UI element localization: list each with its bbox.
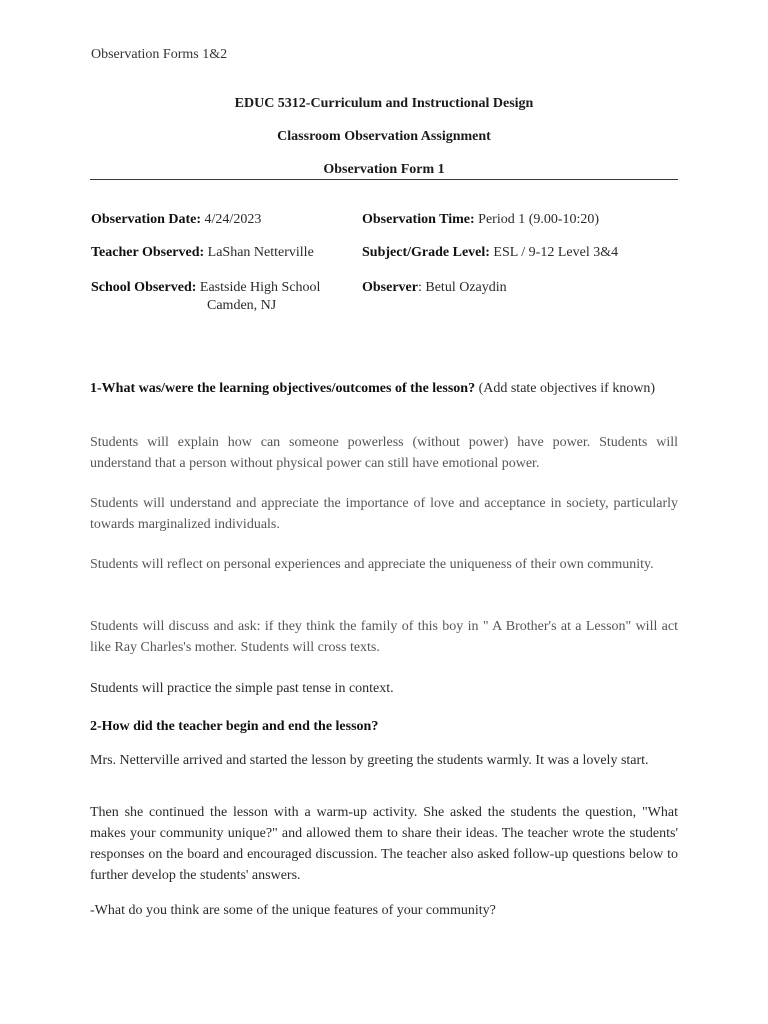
observer-label: Observer [362, 280, 418, 295]
question-2-answer: -What do you think are some of the unique features of your community? [90, 903, 496, 918]
school-observed [91, 279, 320, 315]
school-observed-value-line1: Eastside High School [199, 280, 321, 295]
question-1-note: (Add state objectives if known) [475, 381, 656, 396]
subject-grade-level-label: Subject/Grade Level: [362, 245, 490, 260]
school-observed-value-line2: Camden, NJ [207, 298, 277, 313]
observer [362, 279, 507, 297]
form-title: Observation Form 1 [323, 162, 445, 177]
observation-time-value: Period 1 (9.00-10:20) [478, 212, 600, 227]
school-observed-label: School Observed: [91, 280, 197, 295]
observation-date-value: 4/24/2023 [204, 212, 262, 227]
assignment-title: Classroom Observation Assignment [277, 129, 491, 144]
teacher-observed [91, 245, 314, 261]
title-divider [90, 179, 678, 180]
question-1-label: 1-What was/were the learning objectives/outcomes of the lesson? [90, 381, 476, 396]
teacher-observed-value: LaShan Netterville [207, 245, 314, 260]
question-1-answer: Students will reflect on personal experiences and appreciate the uniqueness of their own community. [90, 557, 654, 572]
observation-date [91, 212, 261, 228]
question-1-answer: Students will explain how can someone powerless (without power) have power. Students will understand that a person without physical power can still have emotional power. [90, 435, 678, 471]
question-1-answer: Students will practice the simple past tense in context. [90, 681, 394, 696]
question-1-answer: Students will understand and appreciate the importance of love and acceptance in society, particularly towards marginalized individuals. [90, 496, 678, 532]
question-2-answer: Mrs. Netterville arrived and started the lesson by greeting the students warmly. It was a lovely start. [90, 753, 649, 768]
question-2-answer: Then she continued the lesson with a warm-up activity. She asked the students the question, "What makes your community unique?" and allowed them to share their ideas. The teacher wrote the students' responses on the board and encouraged discussion. The teacher also asked follow-up questions below to further develop the students' answers. [90, 805, 678, 883]
question-1-answer: Students will discuss and ask: if they think the family of this boy in " A Brother's at a Lesson" will act like Ray Charles's mother. Students will cross texts. [90, 619, 678, 655]
question-2 [90, 716, 678, 737]
observation-date-label: Observation Date: [91, 212, 202, 227]
observation-time-label: Observation Time: [362, 212, 475, 227]
teacher-observed-label: Teacher Observed: [91, 245, 205, 260]
subject-grade-level-value: ESL / 9-12 Level 3&4 [493, 245, 619, 260]
subject-grade-level [362, 245, 618, 261]
observer-value: : Betul Ozaydin [417, 280, 507, 295]
question-2-label: 2-How did the teacher begin and end the lesson? [90, 719, 379, 734]
observation-time [362, 212, 599, 228]
running-header: Observation Forms 1&2 [91, 47, 228, 62]
question-1 [90, 378, 678, 399]
course-title: EDUC 5312-Curriculum and Instructional Design [234, 96, 534, 111]
